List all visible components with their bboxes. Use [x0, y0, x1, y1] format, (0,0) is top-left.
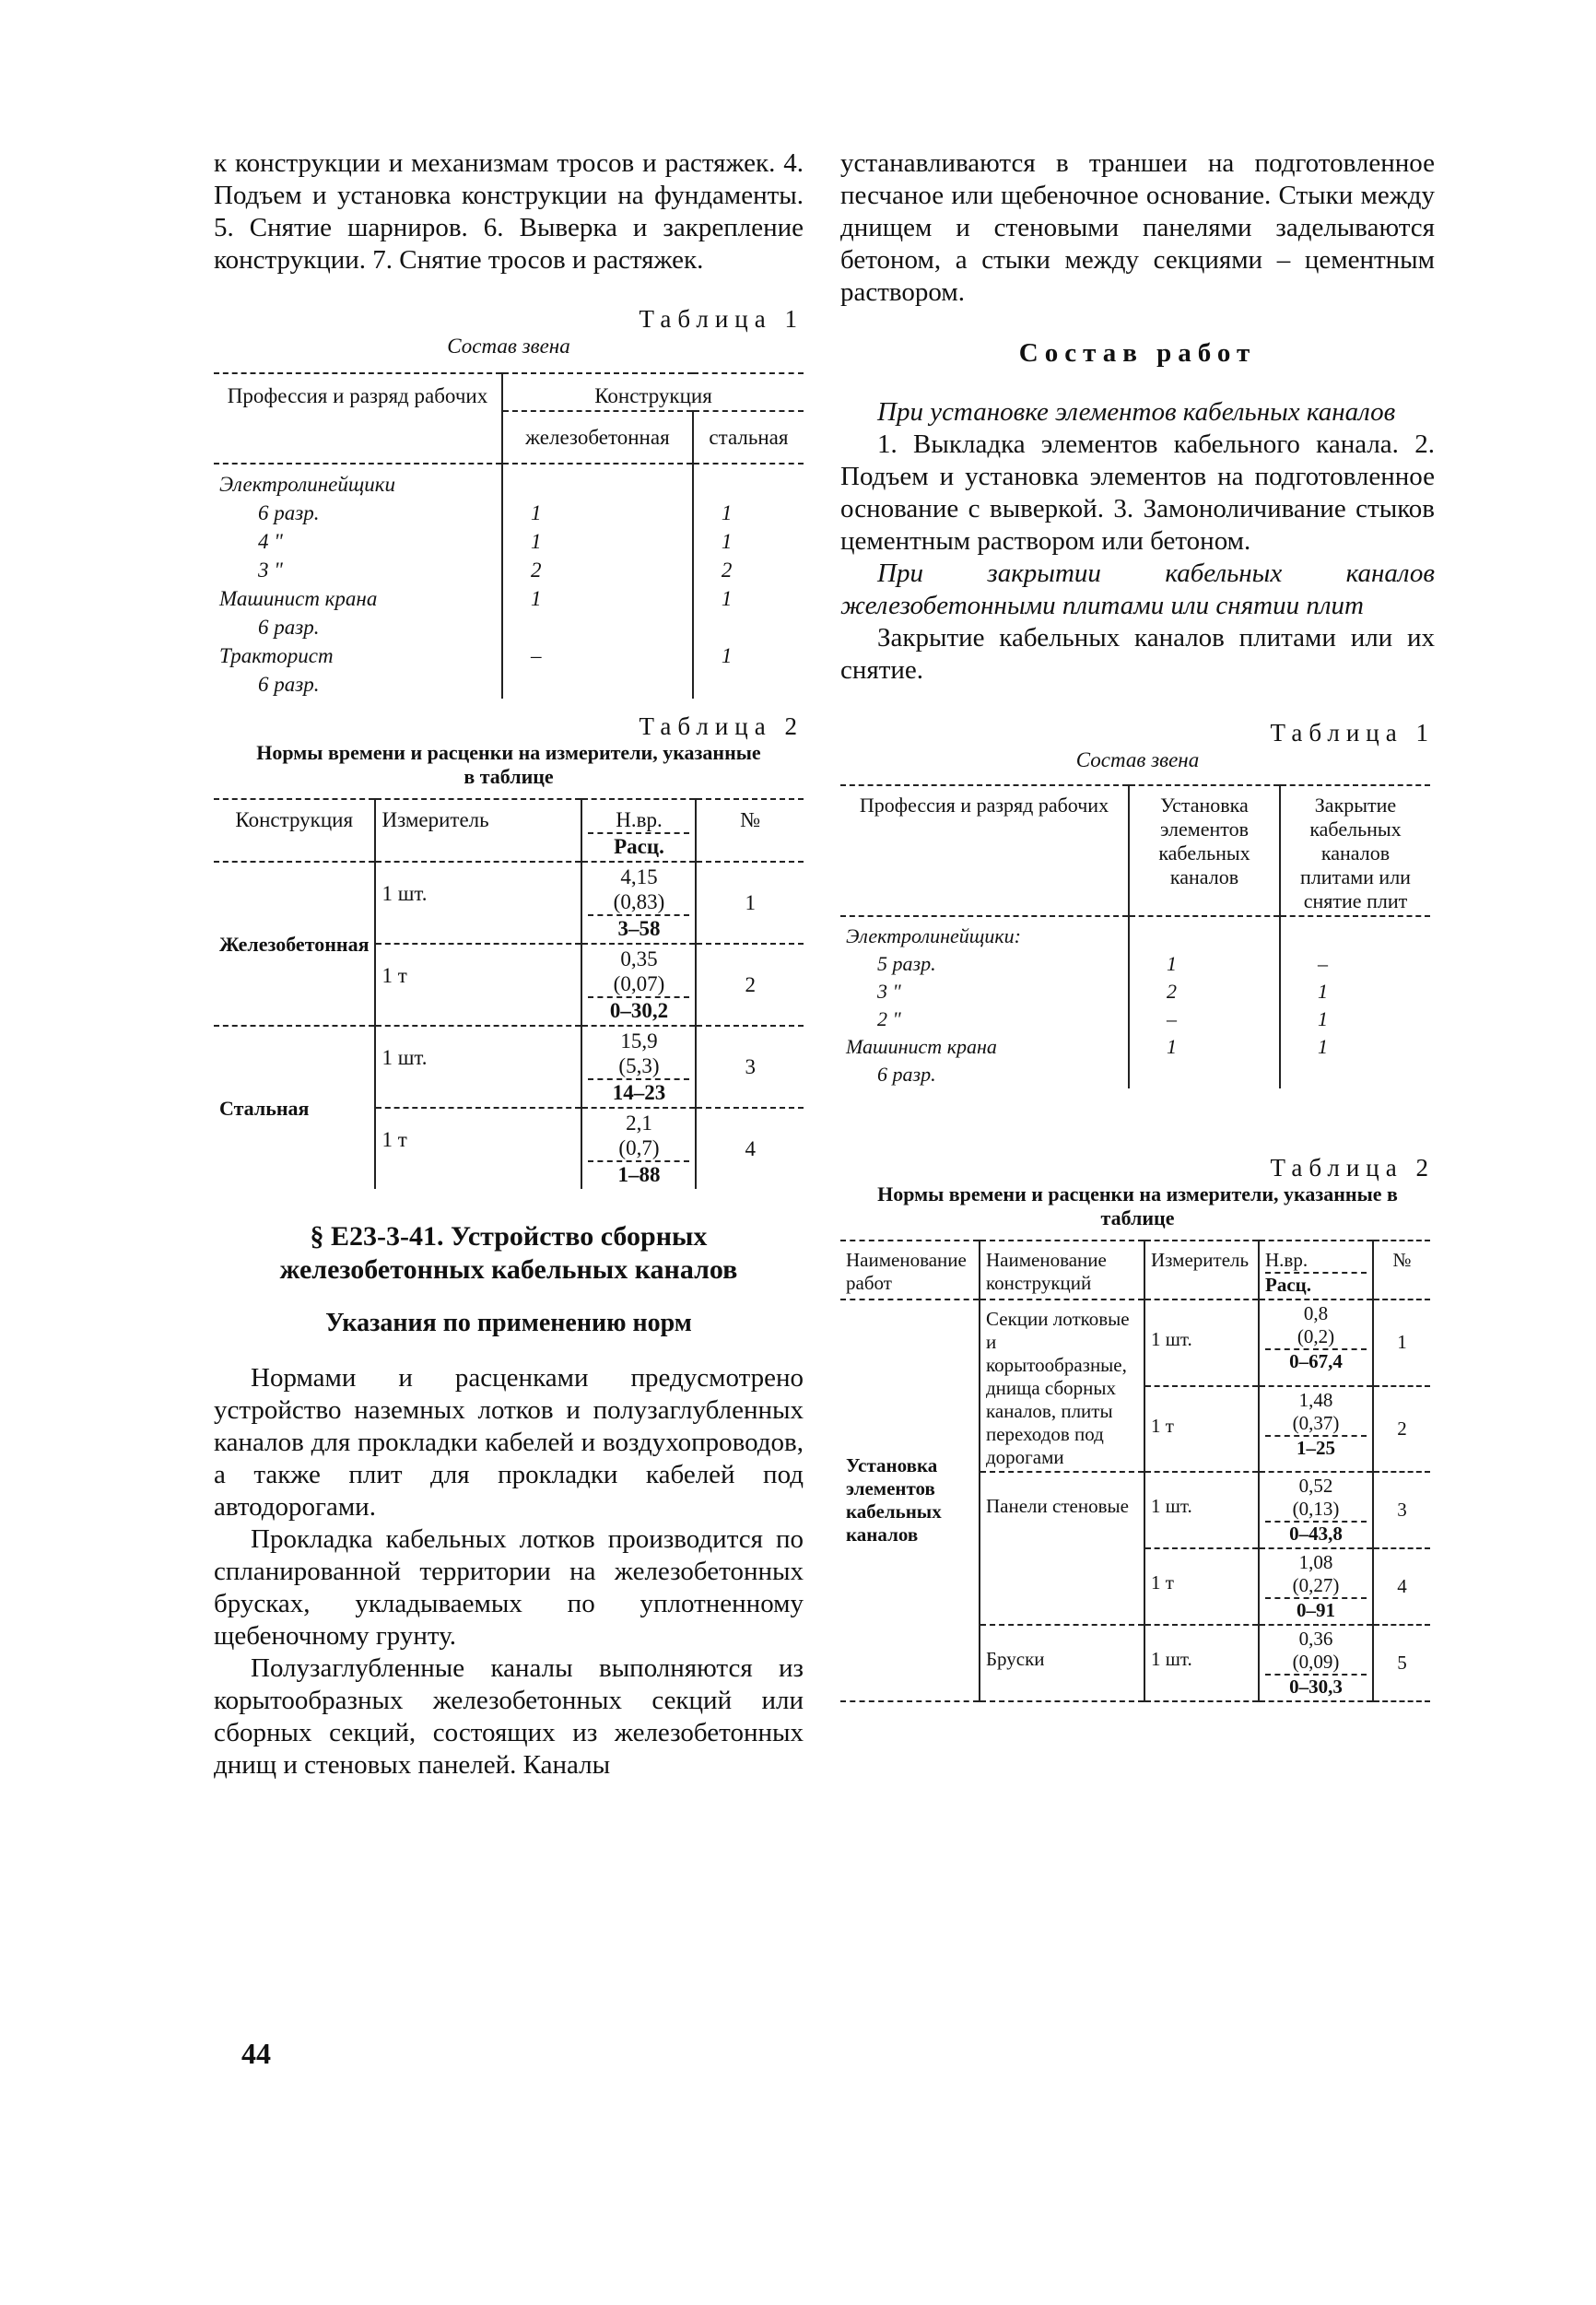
table-cell [693, 670, 804, 699]
table-cell-number: 4 [745, 1137, 756, 1160]
left-table2-caption: Нормы времени и расценки на измерители, указанные в таблице [256, 741, 761, 788]
page-number: 44 [241, 2037, 271, 2070]
norm-sub: (0,83) [613, 890, 665, 913]
table-cell-measure: 1 шт. [375, 862, 581, 944]
right-table2-caption: Нормы времени и расценки на измерители, указанные в таблице [877, 1182, 1398, 1229]
table-cell: 1 [1318, 1007, 1328, 1030]
table-cell-norm [581, 1108, 696, 1189]
table-row-name: 2 " [840, 1005, 1129, 1033]
paragraph: Полузаглубленные каналы выполняются из корытообразных железобетонных секций или сборных секций, состоящих из железобетонных днищ и стеновых панелей. Каналы [214, 1653, 804, 1780]
rate-value: 0–30,3 [1265, 1674, 1367, 1699]
norm-value: 1,08 [1298, 1551, 1333, 1573]
table-cell: 1 [1318, 980, 1328, 1003]
right-table2 [840, 1240, 1430, 1702]
table-cell-norm [581, 862, 696, 944]
table-row-name: 6 разр. [214, 499, 502, 527]
subhead: Указания по применению норм [325, 1309, 692, 1337]
table-cell-measure: 1 шт. [375, 1026, 581, 1108]
header-rate-label: Расц. [588, 832, 689, 859]
header-close: Закрытие кабельных каналов плитами или снятие плит [1300, 794, 1411, 912]
table-cell-norm [581, 944, 696, 1026]
rate-value: 0–43,8 [1265, 1521, 1367, 1546]
rate-value: 0–30,2 [588, 996, 689, 1023]
table-cell-measure: 1 т [375, 944, 581, 1026]
right-intro-paragraph: устанавливаются в траншеи на подготовленное песчаное или щебеночное основание. Стыки между днищем и стеновыми панелями заделываются бетоном, а стыки между секциями – цементным раствором. [840, 148, 1435, 307]
table-row-name: Тракторист [214, 641, 502, 670]
header-norm [1259, 1241, 1373, 1300]
rate-value: 3–58 [588, 914, 689, 941]
table-cell-measure: 1 шт. [1144, 1625, 1259, 1701]
left-table2-label: Таблица 2 [639, 712, 804, 740]
left-table1-caption: Состав звена [447, 335, 570, 358]
table-row-name: Машинист крана [840, 1033, 1129, 1061]
table-cell [693, 613, 804, 641]
table-cell: 1 [502, 527, 693, 556]
left-table1 [214, 372, 804, 699]
section-title: § Е23-3-41. Устройство сборных железобетонных кабельных каналов [279, 1221, 738, 1285]
norm-value: 0,8 [1303, 1302, 1329, 1324]
header-construction: Наименование конструкций [980, 1241, 1144, 1300]
rate-value: 0–91 [1265, 1597, 1367, 1622]
table-row-name: 6 разр. [840, 1061, 1129, 1088]
table-row-name: Электролинейщики: [840, 916, 1129, 950]
paragraph: Закрытие кабельных каналов плитами или их снятие. [840, 623, 1435, 685]
work-subhead: При установке элементов кабельных каналов [877, 397, 1396, 427]
table-cell: – [502, 641, 693, 670]
norm-sub: (0,13) [1292, 1498, 1340, 1520]
table-cell-number: 5 [1397, 1652, 1407, 1674]
header-norm [581, 799, 696, 862]
table-row-name: 6 разр. [214, 613, 502, 641]
table-cell-norm [1259, 1386, 1373, 1473]
rate-value: 1–25 [1265, 1435, 1367, 1460]
table-cell [502, 464, 693, 499]
norm-sub: (0,27) [1292, 1574, 1340, 1596]
table-cell [1129, 1061, 1280, 1088]
table-cell: 1 [721, 530, 733, 553]
table-cell-measure: 1 т [1144, 1548, 1259, 1625]
norm-sub: (0,07) [613, 972, 665, 995]
header-measure: Измеритель [1144, 1241, 1259, 1300]
rate-value: 1–88 [588, 1160, 689, 1187]
table-row-name: 5 разр. [840, 950, 1129, 978]
header-norm-label: Н.вр. [616, 808, 663, 831]
table-cell-measure: 1 шт. [1144, 1472, 1259, 1548]
header-construction: Конструкция [214, 799, 375, 862]
norm-value: 4,15 [620, 865, 658, 888]
table-cell: 1 [1129, 1033, 1280, 1061]
norm-value: 1,48 [1298, 1388, 1333, 1411]
header-number: № [1392, 1249, 1412, 1271]
header-install: Установка элементов кабельных каналов [1129, 785, 1280, 916]
table-cell-number: 2 [745, 973, 756, 996]
header-rate-label: Расц. [1265, 1272, 1367, 1297]
construction-name: Секции лотковые и корытообразные, днища сборных каналов, плиты переходов под дорогами [980, 1300, 1144, 1472]
table-cell-number: 2 [1397, 1417, 1407, 1440]
header-number: № [740, 808, 761, 831]
table-cell: 1 [502, 584, 693, 613]
table-row-name: Машинист крана [214, 584, 502, 613]
left-intro-paragraph: к конструкции и механизмам тросов и растяжек. 4. Подъем и установка конструкции на фундаменты. 5. Снятие шарниров. 6. Выверка и закрепление конструкции. 7. Снятие тросов и растяжек. [214, 148, 804, 275]
header-construction: Конструкция [502, 373, 804, 411]
header-profession: Профессия и разряд рабочих [214, 373, 502, 464]
table-cell [693, 464, 804, 499]
norm-value: 0,36 [1298, 1628, 1333, 1650]
table-cell: 1 [721, 501, 733, 524]
header-norm-label: Н.вр. [1265, 1249, 1308, 1271]
table-cell [1280, 916, 1430, 950]
table-cell [1280, 1061, 1430, 1088]
rate-value: 14–23 [588, 1078, 689, 1105]
table-cell [1129, 916, 1280, 950]
paragraph: 1. Выкладка элементов кабельного канала. 2. Подъем и установка элементов на подготовленное основание с выверкой. 3. Замоноличивание стыков цементным раствором или бетоном. [840, 429, 1435, 556]
left-table1-label: Таблица 1 [639, 305, 804, 333]
header-measure: Измеритель [375, 799, 581, 862]
paragraph: Прокладка кабельных лотков производится по спланированной территории на железобетонных брусках, укладываемых по уплотненному щебеночному грунту. [214, 1524, 804, 1651]
norm-sub: (0,2) [1297, 1325, 1335, 1347]
table-cell-measure: 1 т [1144, 1386, 1259, 1473]
table-row-name: 4 " [214, 527, 502, 556]
table-cell-norm [1259, 1625, 1373, 1701]
work-composition-title: Состав работ [1018, 338, 1257, 368]
header-profession: Профессия и разряд рабочих [840, 785, 1129, 916]
table-cell: 1 [721, 644, 733, 667]
right-table2-label: Таблица 2 [1270, 1154, 1435, 1182]
table-cell-number: 1 [1397, 1331, 1407, 1354]
right-table1 [840, 784, 1430, 1088]
construction-name: Панели стеновые [980, 1472, 1144, 1625]
group-steel: Стальная [214, 1026, 375, 1189]
norm-value: 0,52 [1298, 1475, 1333, 1497]
table-row-name: Электролинейщики [214, 464, 502, 499]
work-subhead: При закрытии кабельных каналов железобетонными плитами или снятии плит [840, 559, 1435, 620]
table-cell-norm [1259, 1472, 1373, 1548]
norm-value: 0,35 [620, 947, 658, 970]
table-cell-norm [1259, 1548, 1373, 1625]
table-cell: 1 [721, 587, 733, 610]
table-cell [502, 613, 693, 641]
norm-value: 15,9 [620, 1029, 658, 1053]
table-cell: 1 [502, 499, 693, 527]
table-cell-number: 4 [1397, 1575, 1407, 1597]
table-row-name: 3 " [840, 978, 1129, 1005]
table-cell: 1 [1318, 1035, 1328, 1058]
table-row-name: 3 " [214, 556, 502, 584]
header-steel: стальная [709, 426, 789, 449]
norm-value: 2,1 [626, 1111, 652, 1135]
table-cell-number: 3 [1397, 1499, 1407, 1521]
group-reinforced-concrete: Железобетонная [214, 862, 375, 1026]
norm-sub: (0,37) [1292, 1411, 1340, 1434]
table-cell-measure: 1 т [375, 1108, 581, 1189]
table-cell: 1 [1129, 950, 1280, 978]
norm-sub: (0,7) [618, 1136, 660, 1159]
table-cell-measure: 1 шт. [1144, 1300, 1259, 1386]
table-row-name: 6 разр. [214, 670, 502, 699]
right-table1-caption: Состав звена [1075, 748, 1200, 771]
header-work: Наименование работ [840, 1241, 980, 1300]
construction-name: Бруски [980, 1625, 1144, 1701]
left-column [214, 147, 804, 1782]
table-cell-norm [581, 1026, 696, 1108]
header-reinforced-concrete: железобетонная [502, 411, 693, 464]
right-column [840, 147, 1435, 1702]
table-cell: – [1129, 1005, 1280, 1033]
rate-value: 0–67,4 [1265, 1348, 1367, 1373]
work-name: Установка элементов кабельных каналов [840, 1300, 980, 1701]
table-cell [502, 670, 693, 699]
left-table2 [214, 798, 804, 1189]
table-cell: 2 [721, 559, 733, 582]
table-cell-norm [1259, 1300, 1373, 1386]
table-cell: – [1318, 952, 1328, 975]
norm-sub: (5,3) [618, 1054, 660, 1077]
paragraph: Нормами и расценками предусмотрено устройство наземных лотков и полузаглубленных каналов для прокладки кабелей и воздухопроводов, а также плит для прокладки кабелей под автодорогами. [214, 1363, 804, 1522]
table-cell-number: 3 [745, 1055, 756, 1078]
table-cell: 2 [1129, 978, 1280, 1005]
table-cell-number: 1 [745, 891, 756, 914]
right-table1-label: Таблица 1 [1270, 719, 1435, 747]
table-cell: 2 [502, 556, 693, 584]
norm-sub: (0,09) [1292, 1651, 1340, 1673]
